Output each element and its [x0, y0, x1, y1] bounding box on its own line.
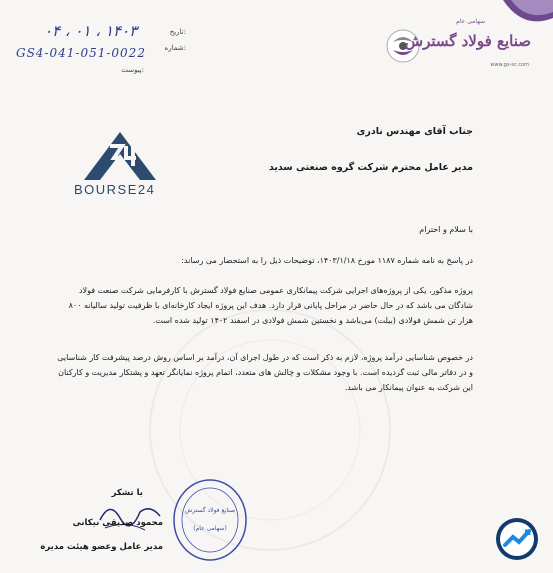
company-logo	[385, 14, 535, 84]
attachment-row	[16, 62, 186, 82]
attachment-label: پیوست:	[121, 66, 144, 74]
stamp-line-2: (سهامی عام)	[193, 525, 227, 532]
date-label: تاریخ:	[169, 28, 186, 36]
date-row	[16, 22, 186, 42]
signature-name: محمود صدیقی نیکانی	[72, 518, 163, 528]
signature-thanks: با تشکر	[111, 488, 143, 498]
greeting: با سلام و احترام	[419, 225, 473, 234]
company-subtitle: سهامی عام	[456, 18, 485, 25]
header-fields	[16, 22, 186, 82]
signature-block	[3, 488, 163, 568]
paragraph-2: در خصوص شناسایی درآمد پروژه، لازم به ذکر است که در طول اجرای آن، درآمد بر اساس روش درصد پیشرفت کار شناسایی و در دفاتر مالی ثبت گردیده است. با وجود مشکلات و چالش های متعدد، اتمام پروژه نمایانگر تعهد و پشتکار مدیریت و کارکنان این شرکت به عنوان پیمانکار می باشد.	[57, 353, 473, 392]
number-value: GS4-041-051-0022	[16, 46, 146, 60]
number-row	[16, 44, 186, 64]
paragraph-1: پروژه مذکور، یکی از پروژه‌های اجرایی شرکت پیمانکاری عمومی صنایع فولاد گسترش با کارفرمایی شرکت صنعت فولاد شادگان می باشد که در حال حاضر در مراحل پایانی قرار دارد. هدف این پروژه ایجاد کارخانه‌ای با ظرفیت تولید سالیانه ۸۰۰ هزار تن شمش فولادی (بیلت) می‌باشد و نخستین شمش فولادی در اسفند ۱۴۰۲ تولید شده است.	[68, 286, 473, 325]
bourse24-mark-icon	[70, 130, 170, 182]
stamp-line-1: صنایع فولاد گسترش	[184, 507, 236, 514]
bourse24-logo	[70, 130, 170, 200]
company-name: صنایع فولاد گسترش	[404, 32, 531, 50]
recipient-title: مدیر عامل محترم شرکت گروه صنعتی سدید	[268, 162, 473, 173]
number-label: شماره:	[164, 44, 186, 52]
bourse-chart-badge-icon	[495, 517, 539, 561]
recipient-name: جناب آقای مهندس نادری	[356, 126, 473, 137]
signature-title: مدیر عامل وعضو هیئت مدیره	[40, 542, 163, 552]
bourse24-wordmark: BOURSE24	[74, 182, 156, 197]
intro-line: در پاسخ به نامه شماره ۱۱۸۷ مورخ ۱۴۰۳/۱/۱۸، توضیحات ذیل را به استحضار می رساند:	[181, 256, 473, 265]
date-value: ۰۴ ، ۰۱ ، ۱۴۰۳	[44, 22, 138, 40]
company-website: www.gs-sc.com	[490, 62, 529, 68]
company-stamp	[170, 478, 250, 563]
